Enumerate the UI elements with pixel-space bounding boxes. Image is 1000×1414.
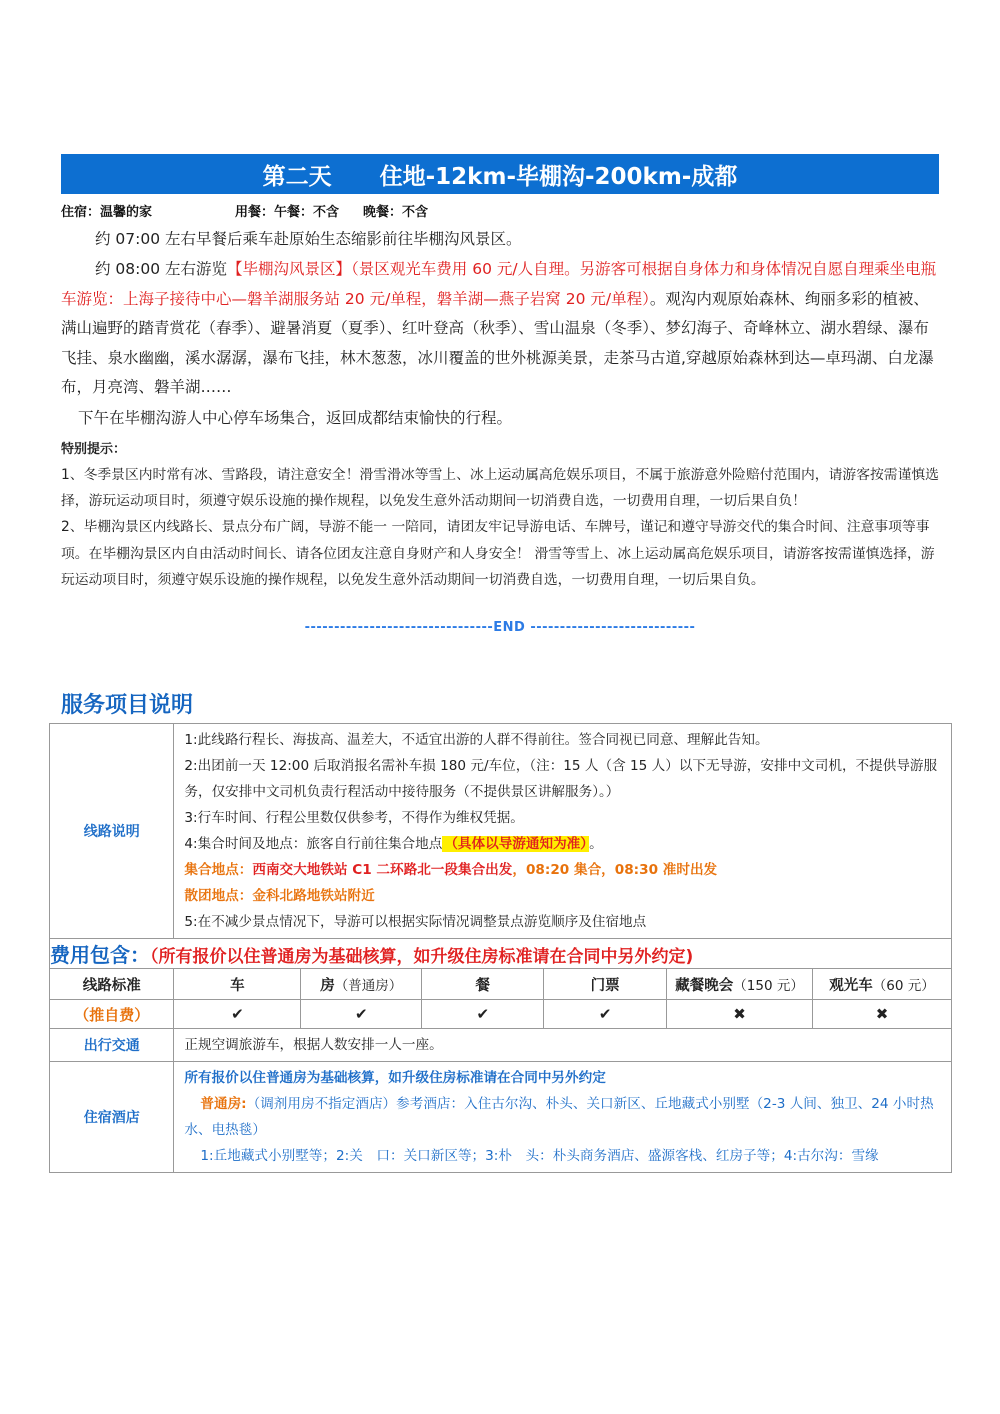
itinerary-p2-body: 。观沟内观原始森林、绚丽多彩的植被、满山遍野的踏青赏花（春季）、避暑消夏（夏季）、红叶登高（秋季）、雪山温泉（冬季）、梦幻海子、奇峰林立、湖水碧绿、瀑布飞挂、泉水幽幽，溪水潺潺，瀑布飞挂，林木葱葱，冰川覆盖的世外桃源美景，走茶马古道,穿越原始森林到达—卓玛湖、白龙瀑布，月亮湾、磐羊湖……: [61, 289, 934, 397]
service-title: 服务项目说明: [61, 693, 194, 718]
route-item: [184, 831, 943, 857]
header-meal: 餐: [422, 969, 544, 1000]
meal-info: 用餐：午餐：不含: [235, 205, 340, 220]
hotel-room: [184, 1091, 943, 1143]
service-table: [49, 723, 952, 1173]
tip-item: 2、毕棚沟景区内线路长、景点分布广阔，导游不能一 一陪同，请团友牢记导游电话、车牌号，谨记和遵守导游交代的集合时间、注意事项等事项。在毕棚沟景区内自由活动时间长、请各位团友注意自身财产和人身安全！ 滑雪等雪上、冰上运动属高危娱乐项目，请游客按需谨慎选择，游玩运动项目时，须遵守娱乐设施的操作规程，以免发生意外活动期间一切消费自选，一切费用自理，一切后果自负。: [61, 519, 935, 588]
hotel-room-label: 普通房:: [200, 1096, 247, 1112]
check-icon: ✔: [422, 1000, 544, 1029]
meeting-time: ，08:20 集合，08:30 准时出发: [512, 862, 718, 878]
itinerary-p2-lead: 约 08:00 左右游览: [95, 260, 228, 278]
header-room: [301, 969, 422, 1000]
itinerary-p2: [61, 255, 941, 403]
header-dinner-show: [667, 969, 813, 1000]
header-sightseeing: [813, 969, 952, 1000]
fee-marks-row: [50, 1000, 952, 1029]
transport-label: 出行交通: [50, 1029, 174, 1062]
fee-title: 费用包含：: [50, 943, 150, 967]
route-item-end: 。: [589, 836, 603, 852]
header-dinner-price: （150 元）: [733, 977, 804, 994]
hotel-label: 住宿酒店: [50, 1062, 174, 1173]
tips-list: [61, 462, 946, 593]
header-sightseeing-label: 观光车: [829, 977, 873, 994]
transport-text: 正规空调旅游车，根据人数安排一人一座。: [184, 1037, 443, 1053]
route-details: [174, 724, 952, 939]
recommend-label: （推自费）: [50, 1000, 174, 1029]
route-item-highlight: （具体以导游通知为准）: [444, 836, 588, 852]
fee-headers-row: [50, 969, 952, 1000]
tip-item: 1、冬季景区内时常有冰、雪路段，请注意安全！滑雪滑冰等雪上、冰上运动属高危娱乐项目，不属于旅游意外险赔付范围内，请游客按需谨慎选择，游玩运动项目时，须遵守娱乐设施的操作规程，以免发生意外活动期间一切消费自选，一切费用自理，一切后果自负！: [61, 467, 939, 510]
fee-header: [50, 939, 952, 969]
header-room-label: 房: [320, 977, 335, 994]
transport-details: [174, 1029, 952, 1062]
itinerary-p3-text: 下午在毕棚沟游人中心停车场集合，返回成都结束愉快的行程。: [78, 409, 513, 427]
route-item-text: 4:集合时间及地点：旅客自行前往集合地点: [184, 836, 443, 852]
check-icon: ✔: [301, 1000, 422, 1029]
header-std: 线路标准: [50, 969, 174, 1000]
header-room-note: （普通房）: [334, 977, 403, 994]
hotel-list: 1:丘地藏式小别墅等；2:关 口：关口新区等；3:朴 头：朴头商务酒店、盛源客栈、红房子等；4:古尔沟：雪缘: [200, 1148, 879, 1164]
route-item: 1:此线路行程长、海拔高、温差大，不适宜出游的人群不得前往。签合同视已同意、理解此告知。: [184, 732, 769, 748]
meeting-label: 集合地点：: [184, 862, 253, 878]
route-item: 3:行车时间、行程公里数仅供参考，不得作为维权凭据。: [184, 810, 524, 826]
route-row: [50, 724, 952, 939]
itinerary-p1-text: 约 07:00 左右早餐后乘车赴原始生态缩影前往毕棚沟风景区。: [95, 230, 522, 248]
cross-icon: ✖: [813, 1000, 952, 1029]
header-ticket: 门票: [544, 969, 667, 1000]
header-car: 车: [174, 969, 301, 1000]
check-icon: ✔: [544, 1000, 667, 1029]
fee-row: [50, 939, 952, 969]
day-route: 住地-12km-毕棚沟-200km-成都: [379, 163, 738, 190]
route-item: 2:出团前一天 12:00 后取消报名需补车损 180 元/车位，（注：15 人（含 15 人）以下无导游，安排中文司机，不提供导游服务，仅安排中文司机负责行程活动中接待服务（不提供景区讲解服务）。）: [184, 758, 938, 800]
tips-title: 特别提示：: [61, 442, 127, 457]
check-icon: ✔: [174, 1000, 301, 1029]
transport-row: [50, 1029, 952, 1062]
header-dinner-show-label: 藏餐晚会: [675, 977, 734, 994]
meeting-point: [184, 857, 943, 883]
disperse-place: 金科北路地铁站附近: [252, 888, 375, 904]
itinerary-p3: [61, 404, 941, 434]
meeting-place: 西南交大地铁站 C1 二环路北一段集合出发: [252, 862, 513, 878]
cross-icon: ✖: [667, 1000, 813, 1029]
stay-info: 住宿：温馨的家: [61, 205, 153, 220]
end-divider: --------------------------------END ----------------------------: [304, 620, 696, 635]
route-label: 线路说明: [50, 724, 174, 939]
fee-note: （所有报价以住普通房为基础核算，如升级住房标准请在合同中另外约定): [150, 947, 694, 967]
hotel-note: 所有报价以住普通房为基础核算，如升级住房标准请在合同中另外约定: [184, 1070, 606, 1086]
day-title: 第二天: [262, 163, 332, 190]
route-item: 5:在不减少景点情况下，导游可以根据实际情况调整景点游览顺序及住宿地点: [184, 914, 647, 930]
hotel-room-text: （调剂用房不指定酒店）参考酒店：入住古尔沟、朴头、关口新区、丘地藏式小别墅（2-3 人间、独卫、24 小时热水、电热毯）: [184, 1096, 934, 1138]
day-banner: [61, 154, 939, 194]
itinerary-p1: [61, 225, 941, 255]
disperse-label: 散团地点：: [184, 888, 253, 904]
header-sightseeing-price: （60 元）: [872, 977, 935, 994]
disperse-point: [184, 883, 943, 909]
itinerary-p2-highlight: 【毕棚沟风景区】（景区观光车费用 60 元/人自理。另游客可根据自身体力和身体情况自愿自理乘坐电瓶车游览：上海子接待中心—磐羊湖服务站 20 元/单程，磐羊湖—燕子岩窝 20 元/单程）: [61, 260, 937, 308]
hotel-row: [50, 1062, 952, 1173]
meta-line: [61, 201, 428, 220]
dinner-info: 晚餐：不含: [363, 205, 429, 220]
hotel-details: [174, 1062, 952, 1173]
